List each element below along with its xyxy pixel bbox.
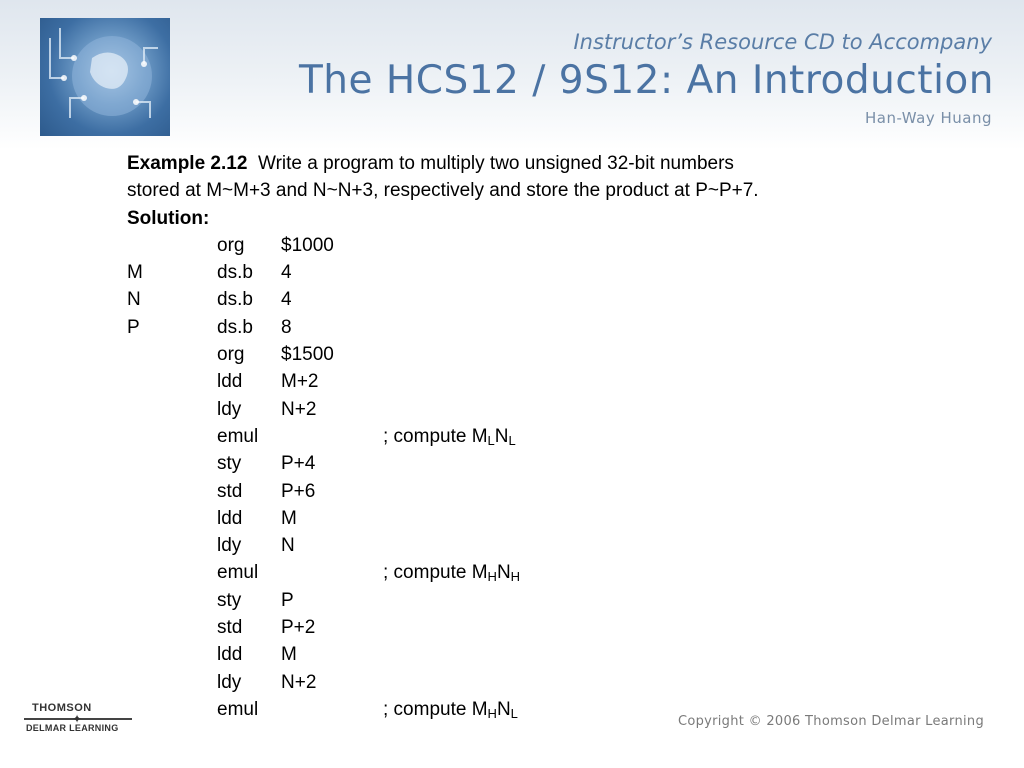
code-opcode: sty <box>217 589 242 611</box>
code-operand: 8 <box>281 316 292 338</box>
code-line <box>127 286 927 313</box>
code-operand: 4 <box>281 289 292 311</box>
code-operand: $1000 <box>281 234 334 256</box>
code-line <box>127 314 927 341</box>
code-opcode: std <box>217 480 243 502</box>
code-line <box>127 259 927 286</box>
code-operand: M+2 <box>281 371 319 393</box>
code-opcode: ds.b <box>217 262 253 284</box>
code-opcode: org <box>217 344 245 366</box>
assembly-code-block <box>127 232 927 723</box>
code-line <box>127 669 927 696</box>
copyright-notice: Copyright © 2006 Thomson Delmar Learning <box>677 714 984 729</box>
solution-label: Solution: <box>127 207 210 229</box>
code-line <box>127 423 927 450</box>
code-line <box>127 450 927 477</box>
code-operand: P <box>281 589 294 611</box>
code-line <box>127 532 927 559</box>
code-opcode: emul <box>217 698 259 720</box>
code-label: N <box>127 289 141 311</box>
slide-content <box>127 150 927 723</box>
code-opcode: ldy <box>217 535 242 557</box>
example-label: Example 2.12 <box>127 153 248 174</box>
code-comment: ; compute $M_LN_L$ <box>383 425 516 448</box>
code-comment: ; compute $M_HN_H$ <box>383 562 521 585</box>
code-operand: 4 <box>281 262 292 284</box>
code-opcode: emul <box>217 425 259 447</box>
code-opcode: ldd <box>217 507 243 529</box>
thomson-logo <box>24 702 134 738</box>
code-operand: P+2 <box>281 617 316 639</box>
code-operand: P+4 <box>281 453 316 475</box>
code-line <box>127 232 927 259</box>
code-opcode: ds.b <box>217 316 253 338</box>
code-comment: ; compute $M_HN_L$ <box>383 698 518 721</box>
globe-circuit-logo <box>40 18 170 136</box>
publisher-name-line1: THOMSON <box>32 702 92 714</box>
code-opcode: ldd <box>217 371 243 393</box>
code-line <box>127 505 927 532</box>
code-line <box>127 341 927 368</box>
code-opcode: ldy <box>217 671 242 693</box>
slide-header <box>0 0 1024 150</box>
header-subtitle: Instructor’s Resource CD to Accompany <box>573 30 992 54</box>
code-operand: P+6 <box>281 480 316 502</box>
code-operand: $1500 <box>281 344 334 366</box>
code-line <box>127 587 927 614</box>
star-icon: ✦ <box>72 712 83 726</box>
example-line-2: stored at M~M+3 and N~N+3, respectively and store the product at P~P+7. <box>127 180 759 202</box>
code-label: M <box>127 262 143 284</box>
example-statement <box>127 150 927 232</box>
code-opcode: ldd <box>217 644 243 666</box>
code-operand: M <box>281 644 297 666</box>
example-line-1 <box>127 150 927 177</box>
code-operand: N <box>281 535 295 557</box>
code-opcode: emul <box>217 562 259 584</box>
code-line <box>127 614 927 641</box>
header-author: Han-Way Huang <box>865 109 992 127</box>
code-opcode: std <box>217 617 243 639</box>
header-title: The HCS12 / 9S12: An Introduction <box>298 58 994 103</box>
code-operand: N+2 <box>281 398 317 420</box>
code-opcode: ldy <box>217 398 242 420</box>
code-label: P <box>127 316 140 338</box>
code-line <box>127 478 927 505</box>
code-operand: N+2 <box>281 671 317 693</box>
example-text-1: Write a program to multiply two unsigned 32-bit numbers <box>257 153 734 174</box>
code-line <box>127 559 927 586</box>
code-operand: M <box>281 507 297 529</box>
code-line <box>127 368 927 395</box>
code-opcode: sty <box>217 453 242 475</box>
code-line <box>127 641 927 668</box>
code-opcode: org <box>217 234 245 256</box>
code-opcode: ds.b <box>217 289 253 311</box>
code-line <box>127 396 927 423</box>
publisher-name-line2: DELMAR LEARNING <box>26 723 119 733</box>
